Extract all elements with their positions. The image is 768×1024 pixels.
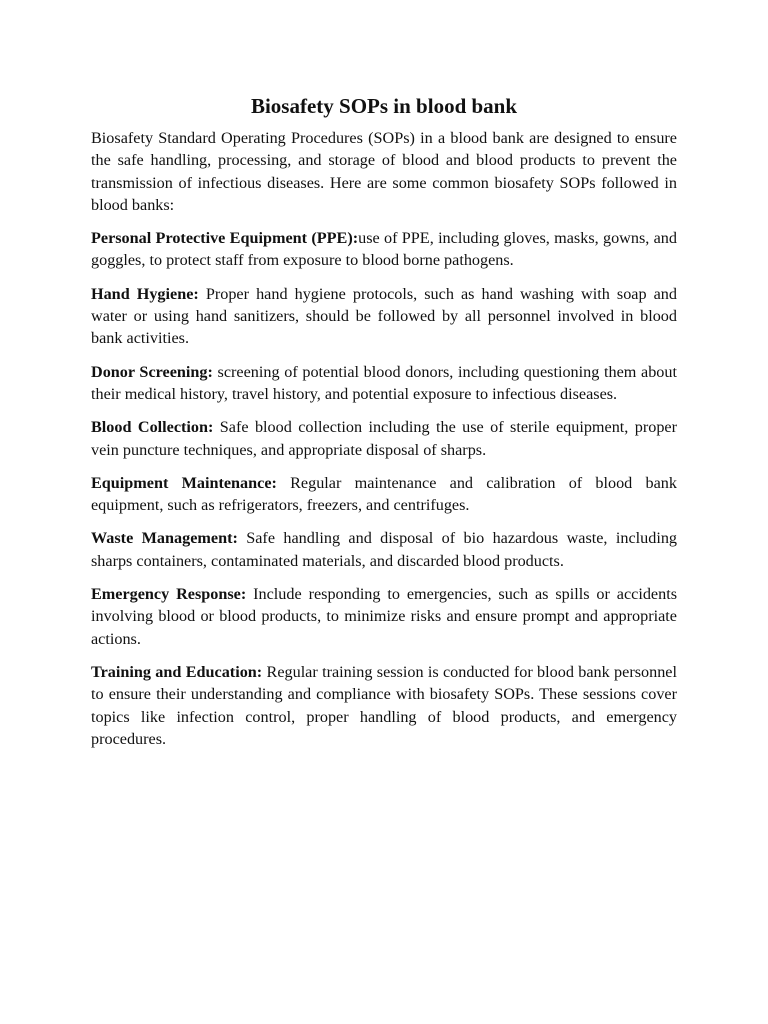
intro-paragraph: Biosafety Standard Operating Procedures (SOPs) in a blood bank are designed to ensure the safe handling, processing, and storage of blood and blood products to prevent the transmission of infectious diseases. Here are some common biosafety SOPs followed in blood banks: bbox=[91, 129, 677, 214]
section-ppe bbox=[91, 227, 677, 272]
section-term: Personal Protective Equipment (PPE): bbox=[91, 229, 359, 248]
section-term: Emergency Response: bbox=[91, 585, 247, 604]
section-term: Blood Collection: bbox=[91, 418, 214, 437]
section-training-education bbox=[91, 661, 677, 750]
section-waste-management bbox=[91, 527, 677, 572]
section-text: use of PPE, including gloves, masks, gowns, and goggles, to protect staff from exposure to blood borne pathogens. bbox=[91, 229, 677, 270]
section-term: Waste Management: bbox=[91, 529, 238, 548]
section-hand-hygiene bbox=[91, 283, 677, 350]
section-term: Training and Education: bbox=[91, 662, 263, 681]
section-text: Proper hand hygiene protocols, such as hand washing with soap and water or using hand sanitizers, should be followed by all personnel involved in blood bank activities. bbox=[91, 284, 677, 348]
section-text: Regular training session is conducted for blood bank personnel to ensure their understanding and compliance with biosafety SOPs. These sessions cover topics like infection control, proper handling of blood products, and emergency procedures. bbox=[91, 662, 677, 748]
section-donor-screening bbox=[91, 361, 677, 406]
section-term: Hand Hygiene: bbox=[91, 284, 199, 303]
section-term: Donor Screening: bbox=[91, 362, 213, 381]
section-text: Safe handling and disposal of bio hazardous waste, including sharps containers, contaminated materials, and discarded blood products. bbox=[91, 529, 678, 570]
section-emergency-response bbox=[91, 583, 677, 650]
section-text: Safe blood collection including the use of sterile equipment, proper vein puncture techniques, and appropriate disposal of sharps. bbox=[91, 418, 677, 459]
section-term: Equipment Maintenance: bbox=[91, 473, 277, 492]
section-text: Include responding to emergencies, such as spills or accidents involving blood or blood products, to minimize risks and ensure prompt and appropriate actions. bbox=[91, 585, 677, 648]
section-blood-collection bbox=[91, 416, 677, 461]
page-title: Biosafety SOPs in blood bank bbox=[250, 94, 518, 118]
section-text: screening of potential blood donors, including questioning them about their medical history, travel history, and potential exposure to infectious diseases. bbox=[91, 362, 677, 403]
document-page bbox=[91, 93, 677, 761]
section-equipment-maintenance bbox=[91, 472, 677, 517]
section-text: Regular maintenance and calibration of blood bank equipment, such as refrigerators, freezers, and centrifuges. bbox=[91, 473, 677, 515]
